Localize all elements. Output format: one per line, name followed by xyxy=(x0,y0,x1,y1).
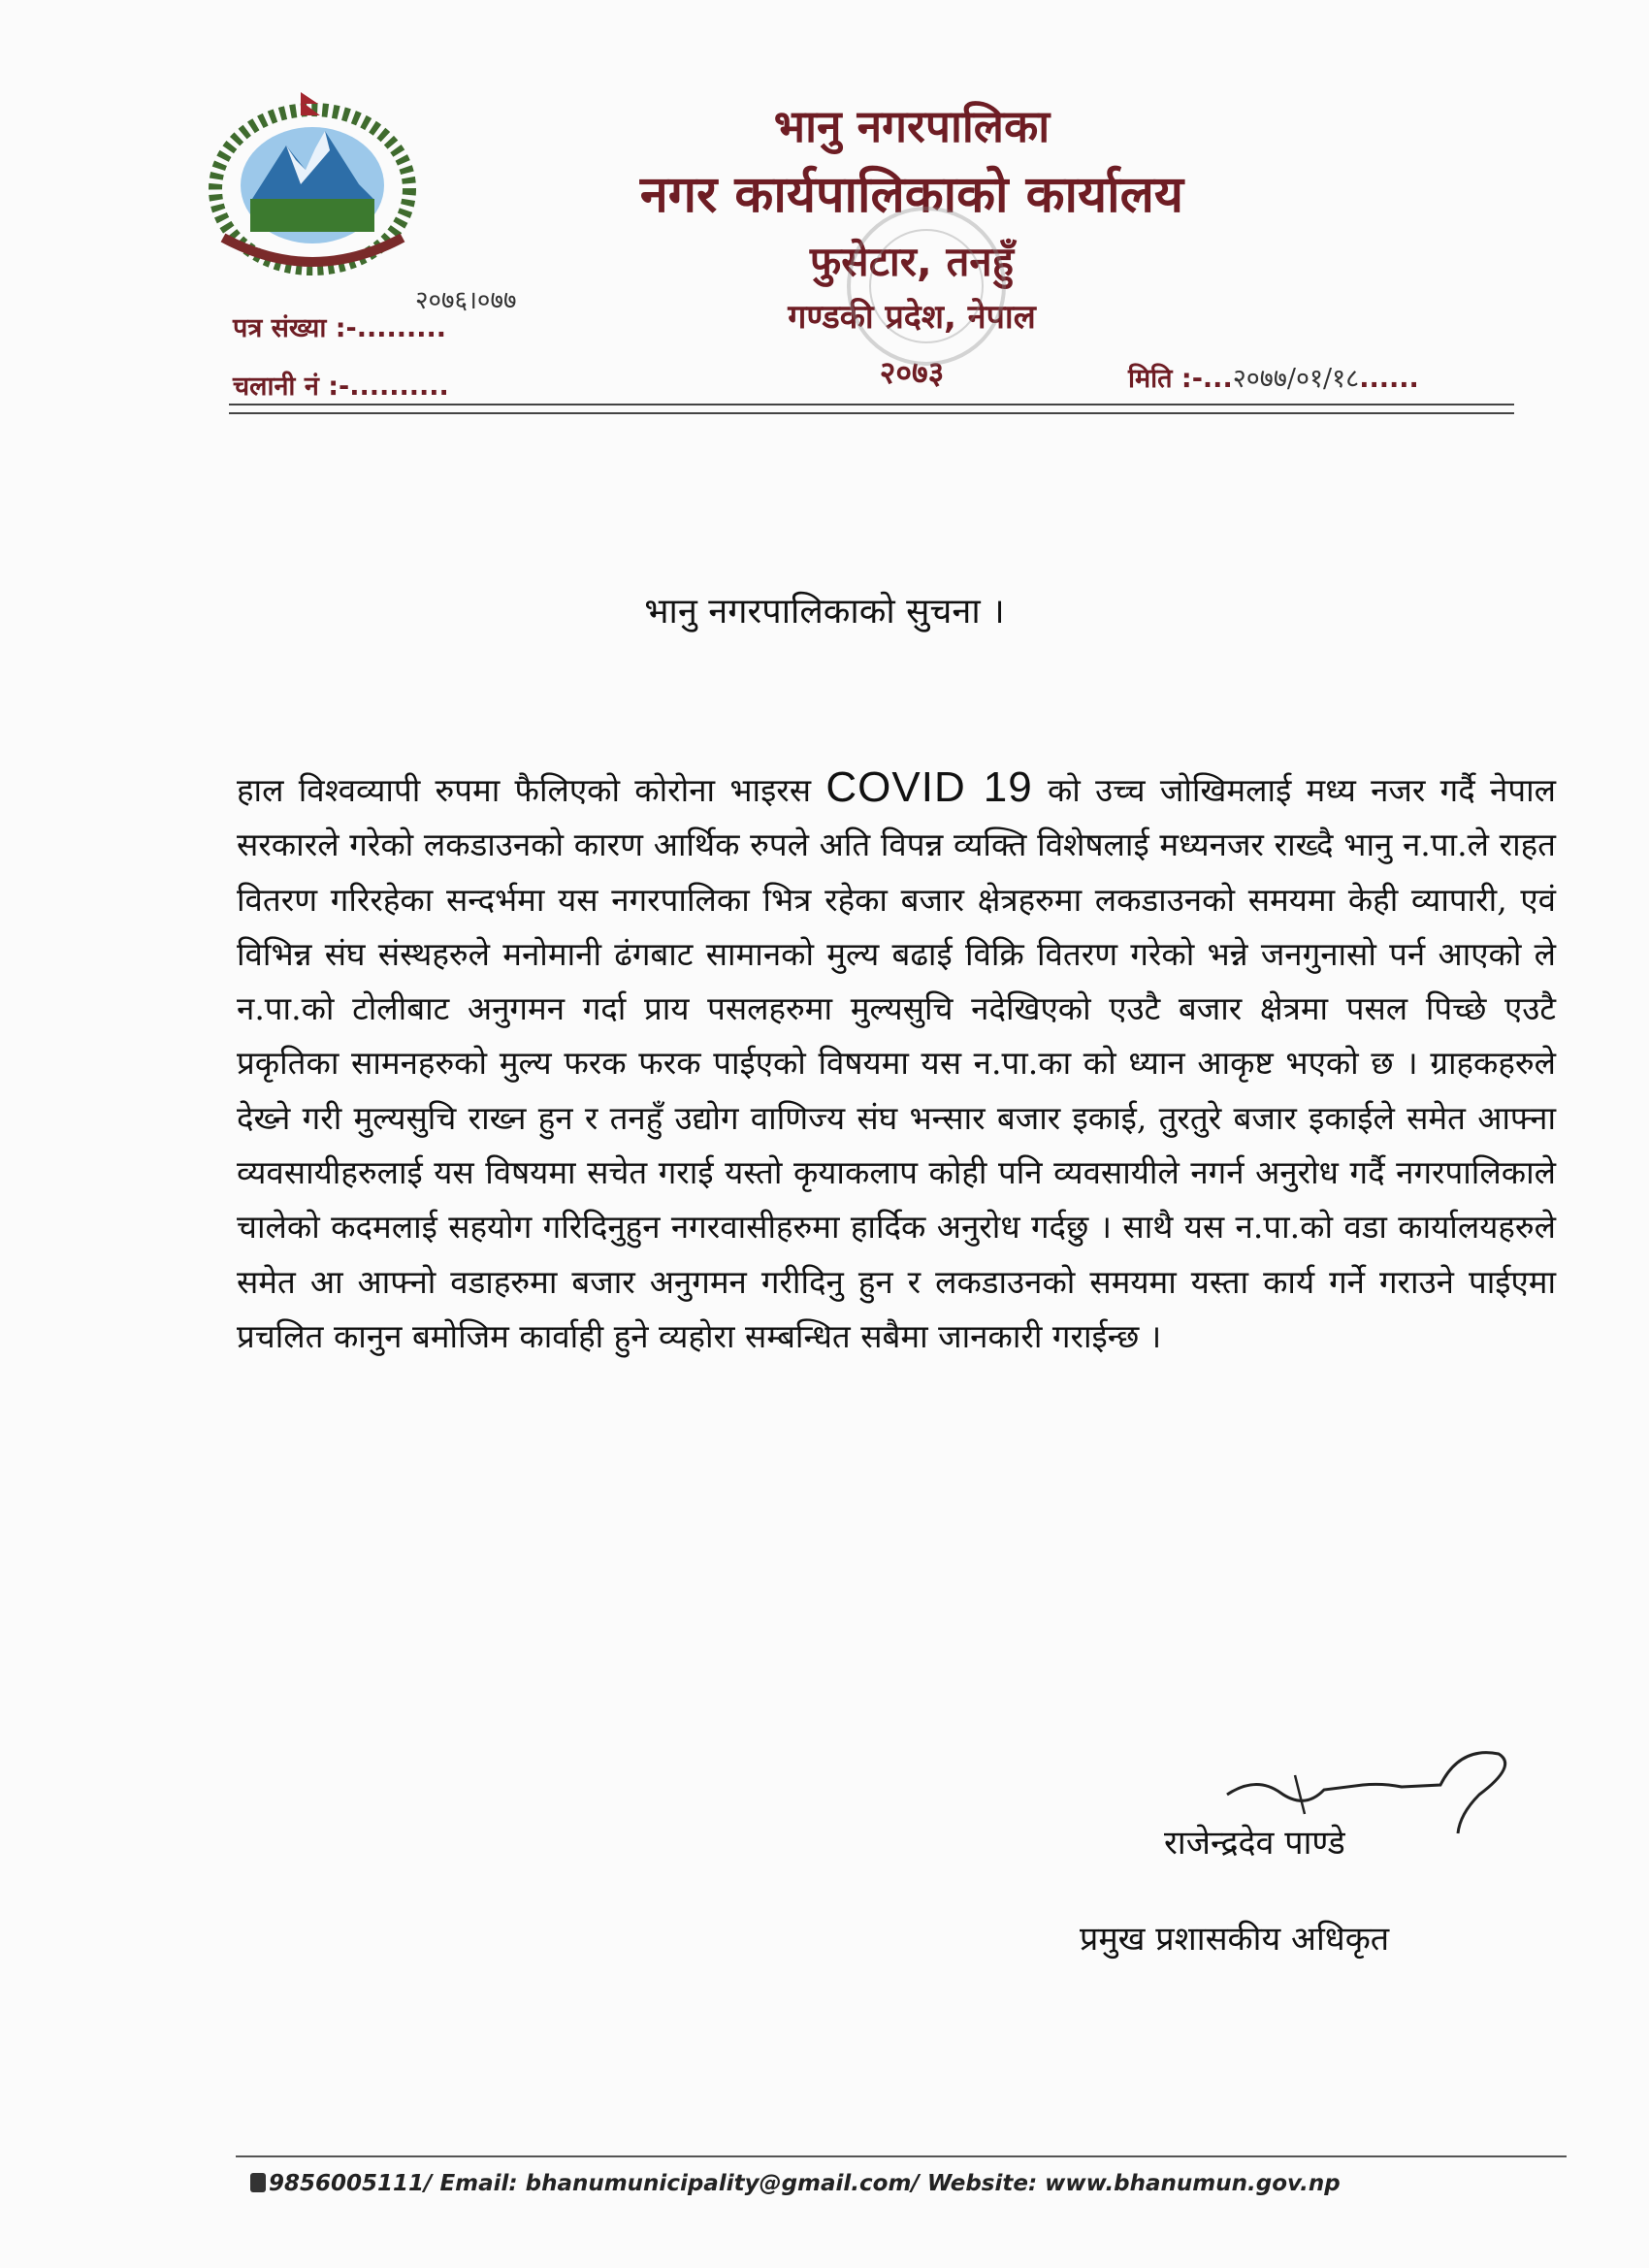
date-field xyxy=(1128,359,1419,395)
notice-title: भानु नगरपालिकाको सुचना । xyxy=(644,592,1005,632)
notice-body xyxy=(237,761,1556,1364)
letterhead-municipality: भानु नगरपालिका xyxy=(773,100,1051,152)
date-value: २०७७/०१/१८ xyxy=(1232,364,1360,394)
patra-number-value: २०७६।०७७ xyxy=(415,286,517,315)
date-dots: ...... xyxy=(1359,364,1419,394)
patra-number-label: पत्र संख्या :-......... xyxy=(233,313,447,343)
office-stamp-icon xyxy=(805,199,1048,373)
letterhead-address: फुसेटार, तनहुँ xyxy=(809,238,1015,285)
letterhead-year: २०७३ xyxy=(879,354,945,391)
signatory-designation: प्रमुख प्रशासकीय अधिकृत xyxy=(1080,1920,1390,1959)
notice-body-part2: को उच्च जोखिमलाई मध्य नजर गर्दै नेपाल सरकारले गरेको लकडाउनको कारण आर्थिक रुपले अति विपन्न व्यक्ति विशेषलाई मध्यनजर राख्दै भानु न.पा.ले राहत वितरण गरिरहेका सन्दर्भमा यस नगरपालिका भित्र रहेका बजार क्षेत्रहरुमा लकडाउनको समयमा केही व्यापारी, एवं विभिन्न संघ संस्थहरुले मनोमानी ढंगबाट सामानको मुल्य बढाई विक्रि वितरण गरेको भन्ने जनगुनासो पर्न आएको ले न.पा.को टोलीबाट अनुगमन गर्दा प्राय पसलहरुमा मुल्यसुचि नदेखिएको एउटै बजार क्षेत्रमा पसल पिच्छे एउटै प्रकृतिका सामनहरुको मुल्य फरक फरक पाईएको विषयमा यस न.पा.का को ध्यान आकृष्ट भएको छ । ग्राहकहरुले देख्ने गरी मुल्यसुचि राख्न हुन र तनहुँ उद्योग वाणिज्य संघ भन्सार बजार इकाई, तुरतुरे बजार इकाईले समेत आफ्ना व्यवसायीहरुलाई यस विषयमा सचेत गराई यस्तो कृयाकलाप कोही पनि व्यवसायीले नगर्न अनुरोध गर्दै नगरपालिकाले चालेको कदमलाई सहयोग गरिदिनुहुन नगरवासीहरुमा हार्दिक अनुरोध गर्दछु । साथै यस न.पा.को वडा कार्यालयहरुले समेत आ आफ्नो वडाहरुमा बजार अनुगमन गरीदिनु हुन र लकडाउनको समयमा यस्ता कार्य गर्ने गराउने पाईएमा प्रचलित कानुन बमोजिम कार्वाही हुने व्यहोरा सम्बन्धित सबैमा जानकारी गराईन्छ । xyxy=(237,771,1557,1355)
header-divider xyxy=(229,404,1514,405)
chalani-number-label: चलानी नं :-.......... xyxy=(233,372,449,402)
notice-body-covid: COVID 19 xyxy=(825,763,1033,811)
date-label: मिति :-... xyxy=(1128,364,1233,394)
signatory-name: राजेन्द्रदेव पाण्डे xyxy=(1164,1824,1345,1863)
footer-contact-text: 9856005111/ Email: bhanumunicipality@gmail.com/ Website: www.bhanumun.gov.np xyxy=(269,2171,1341,2196)
footer-divider xyxy=(236,2155,1567,2157)
footer-contact xyxy=(250,2171,1341,2196)
letterhead-office: नगर कार्यपालिकाको कार्यालय xyxy=(639,166,1184,224)
letterhead-province: गण्डकी प्रदेश, नेपाल xyxy=(788,298,1036,337)
notice-body-part1: हाल विश्वव्यापी रुपमा फैलिएको कोरोना भाइरस xyxy=(237,771,826,809)
header-divider-double xyxy=(229,412,1514,414)
phone-icon xyxy=(250,2173,266,2192)
